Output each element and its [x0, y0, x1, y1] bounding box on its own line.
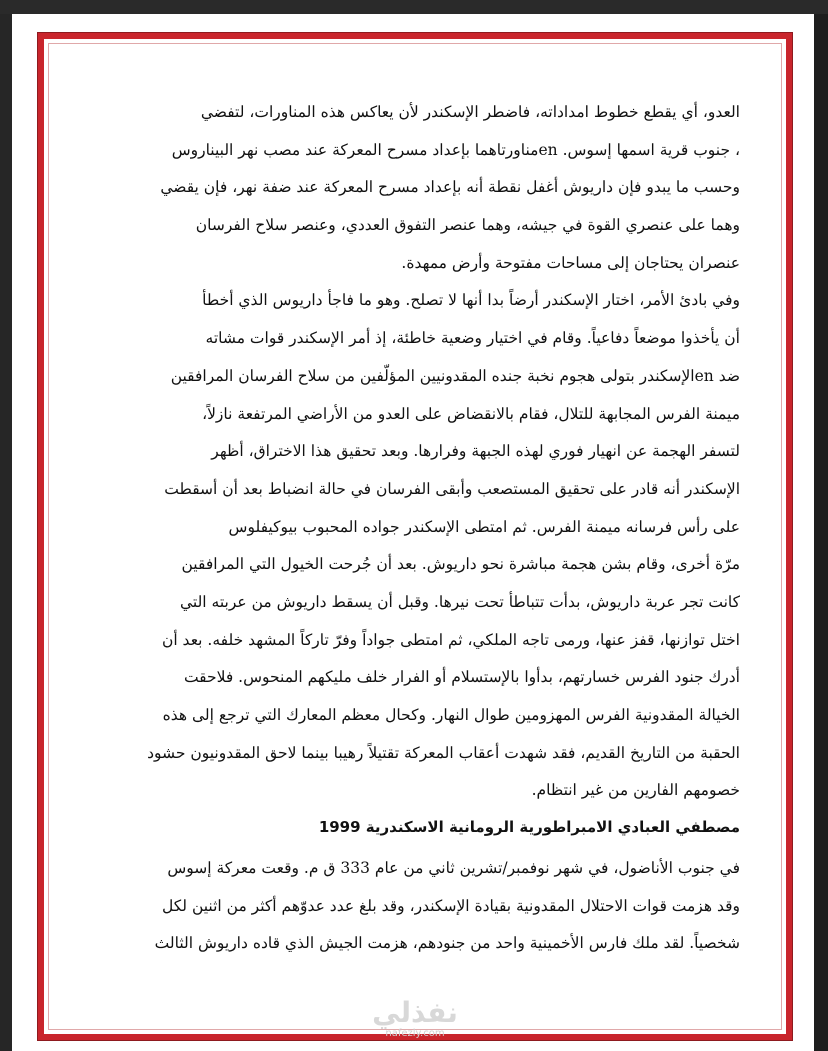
text-line: العدو، أي يقطع خطوط امداداته، فاضطر الإسكندر لأن يعاكس هذه المناورات، لتفضي	[200, 103, 740, 121]
text-line: وحسب ما يبدو فإن داريوش أغفل نقطة أنه بإعداد مسرح المعركة عند ضفة نهر، فإن يقضي	[160, 178, 740, 197]
watermark-logo-text: نفذلي	[372, 996, 458, 1029]
text-line: على رأس فرسانه ميمنة الفرس. ثم امتطى الإسكندر جواده المحبوب بيوكيفلوس	[228, 517, 740, 536]
text-line: وفي بادئ الأمر، اختار الإسكندر أرضاً بدا أنها لا تصلح. وهو ما فاجأ داريوس الذي أخطأ	[202, 291, 740, 310]
viewer-left-strip	[0, 14, 12, 1051]
text-line: في جنوب الأناضول، في شهر نوفمبر/تشرين ثاني من عام 333 ق م. وقعت معركة إسوس	[167, 859, 740, 878]
text-line: اختل توازنها، قفز عنها، ورمى تاجه الملكي، ثم امتطى جواداً وفرّ تاركاً المشهد خلفه. بعد أن	[161, 630, 740, 649]
text-line: كانت تجر عربة داريوش، بدأت تتباطأ تحت نيرها. وقبل أن يسقط داريوش من عربته التي	[179, 592, 740, 611]
text-line: ضد enالإسكندر بتولى هجوم نخبة جنده المقدونيين المؤلّفين من سلاح الفرسان المرافقين	[170, 366, 740, 385]
text-line: وقد هزمت قوات الاحتلال المقدونية بقيادة الإسكندر، وقد بلغ عدد عدوّهم أكثر من اثنين لكل	[162, 896, 740, 915]
text-line: ، جنوب قرية اسمها إسوس. enمناورتاهما بإعداد مسرح المعركة عند مصب نهر البيناروس	[171, 140, 740, 159]
text-line: خصومهم الفارين من غير انتظام.	[531, 781, 740, 800]
document-page	[12, 14, 814, 1051]
text-line: وهما على عنصري القوة في جيشه، وهما عنصر التفوق العددي، وعنصر سلاح الفرسان	[195, 216, 740, 235]
text-line: أن يأخذوا موضعاً دفاعياً. وقام في اختيار وضعية خاطئة، إذ أمر الإسكندر قوات مشاته	[205, 329, 740, 348]
text-line: ميمنة الفرس المجابهة للتلال، فقام بالانقضاض على العدو من الأراضي المرتفعة نازلاً،	[202, 404, 740, 423]
text-line: عنصران يحتاجان إلى مساحات مفتوحة وأرض ممهدة.	[401, 253, 740, 272]
text-line: الإسكندر أنه قادر على تحقيق المستصعب وأبقى الفرسان في حالة انضباط بعد أن أسقطت	[164, 479, 740, 498]
author-citation: مصطفي العبادي الامبراطورية الرومانية الاسكندرية 1999	[318, 818, 740, 837]
nafezly-watermark	[355, 998, 475, 1044]
text-line: أدرك جنود الفرس خسارتهم، بدأوا بالإستسلام أو الفرار خلف مليكهم المنحوس. فلاحقت	[183, 668, 740, 687]
text-line: مرّة أخرى، وقام بشن هجمة مباشرة نحو داريوش. بعد أن جُرحت الخيول التي المرافقين	[181, 555, 740, 574]
text-line: الحقبة من التاريخ القديم، فقد شهدت أعقاب المعركة تقتيلاً رهيبا بينما لاحق المقدونيون حشود	[147, 743, 740, 762]
watermark-url: nafezly.com	[385, 1028, 445, 1039]
document-text	[78, 94, 740, 963]
text-line: شخصياً. لقد ملك فارس الأخمينية واحد من جنودهم، هزمت الجيش الذي قاده داريوش الثالث	[154, 934, 740, 953]
text-line: لتسفر الهجمة عن انهيار فوري لهذه الجبهة وفرارها. وبعد تحقيق هذا الاختراق، أظهر	[211, 442, 740, 461]
text-line: الخيالة المقدونية الفرس المهزومين طوال النهار. وكحال معظم المعارك التي ترجع إلى هذه	[162, 706, 740, 724]
viewer-top-bar	[0, 0, 828, 14]
